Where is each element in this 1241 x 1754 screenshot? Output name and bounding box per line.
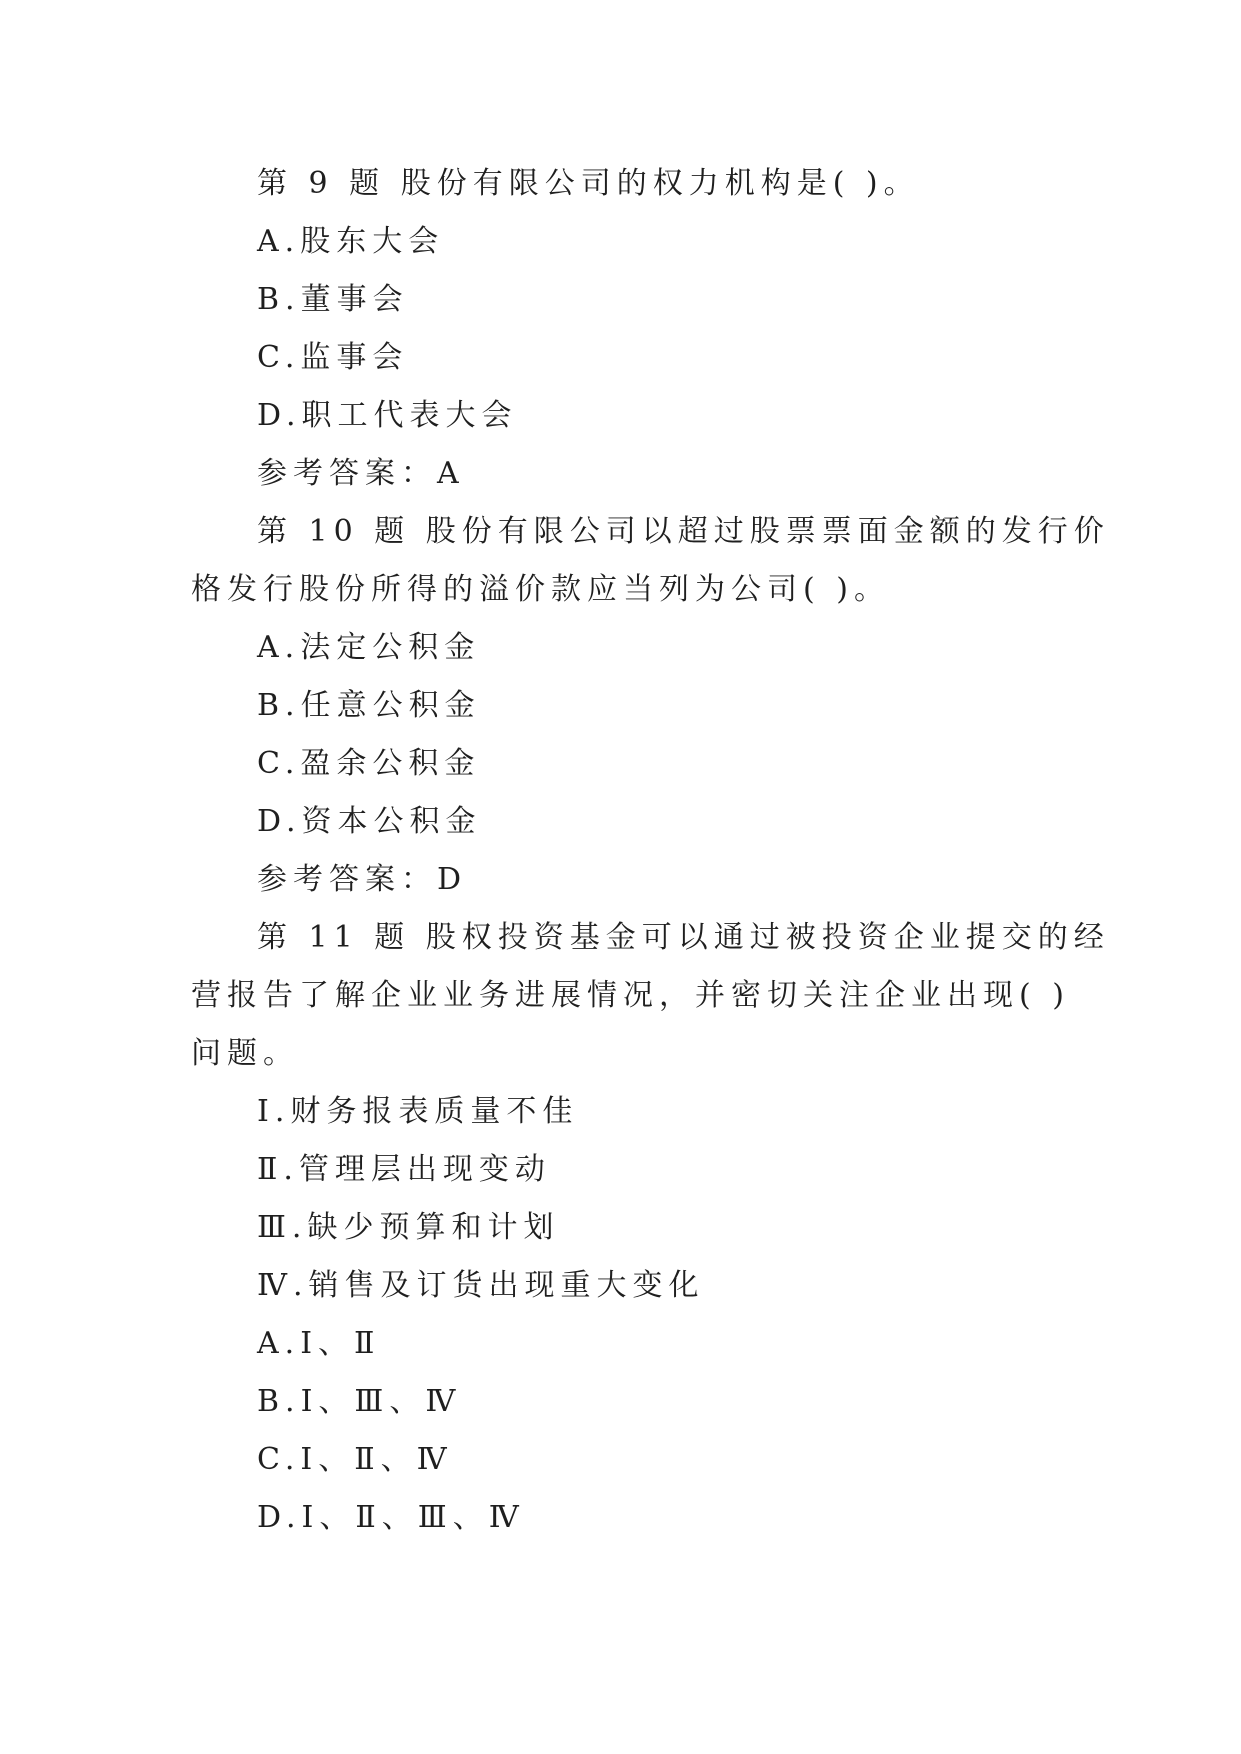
question-11-option-d: D.Ⅰ、Ⅱ、Ⅲ、Ⅳ xyxy=(257,1500,525,1535)
question-10-option-c: C.盈余公积金 xyxy=(257,746,481,781)
question-9-option-b: B.董事会 xyxy=(257,282,409,317)
question-10-answer: 参考答案：D xyxy=(257,862,468,897)
question-9-option-d: D.职工代表大会 xyxy=(257,398,518,433)
question-9-option-a: A.股东大会 xyxy=(257,224,445,259)
question-11-item-4: Ⅳ.销售及订货出现重大变化 xyxy=(257,1268,705,1303)
question-9-title: 第 9 题 股份有限公司的权力机构是( )。 xyxy=(257,166,920,201)
question-11-option-b: B.Ⅰ、Ⅲ、Ⅳ xyxy=(257,1384,462,1419)
question-10-title: 第 10 题 股份有限公司以超过股票票面金额的发行价 xyxy=(257,514,1110,549)
question-11-title-end: 问题。 xyxy=(191,1036,299,1071)
question-9-option-c: C.监事会 xyxy=(257,340,409,375)
question-10-option-b: B.任意公积金 xyxy=(257,688,481,723)
question-10-title-continued: 格发行股份所得的溢价款应当列为公司( )。 xyxy=(191,572,890,607)
question-11-option-a: A.Ⅰ、Ⅱ xyxy=(257,1326,381,1361)
question-9-answer: 参考答案：A xyxy=(257,456,465,491)
question-11-option-c: C.Ⅰ、Ⅱ、Ⅳ xyxy=(257,1442,453,1477)
question-11-title-continued: 营报告了解企业业务进展情况，并密切关注企业出现( ) xyxy=(191,978,1070,1013)
question-11-title: 第 11 题 股权投资基金可以通过被投资企业提交的经 xyxy=(257,920,1110,955)
question-11-item-3: Ⅲ.缺少预算和计划 xyxy=(257,1210,560,1245)
question-10-option-a: A.法定公积金 xyxy=(257,630,481,665)
question-11-item-2: Ⅱ.管理层出现变动 xyxy=(257,1152,551,1187)
question-11-item-1: Ⅰ.财务报表质量不佳 xyxy=(257,1094,579,1129)
question-10-option-d: D.资本公积金 xyxy=(257,804,482,839)
